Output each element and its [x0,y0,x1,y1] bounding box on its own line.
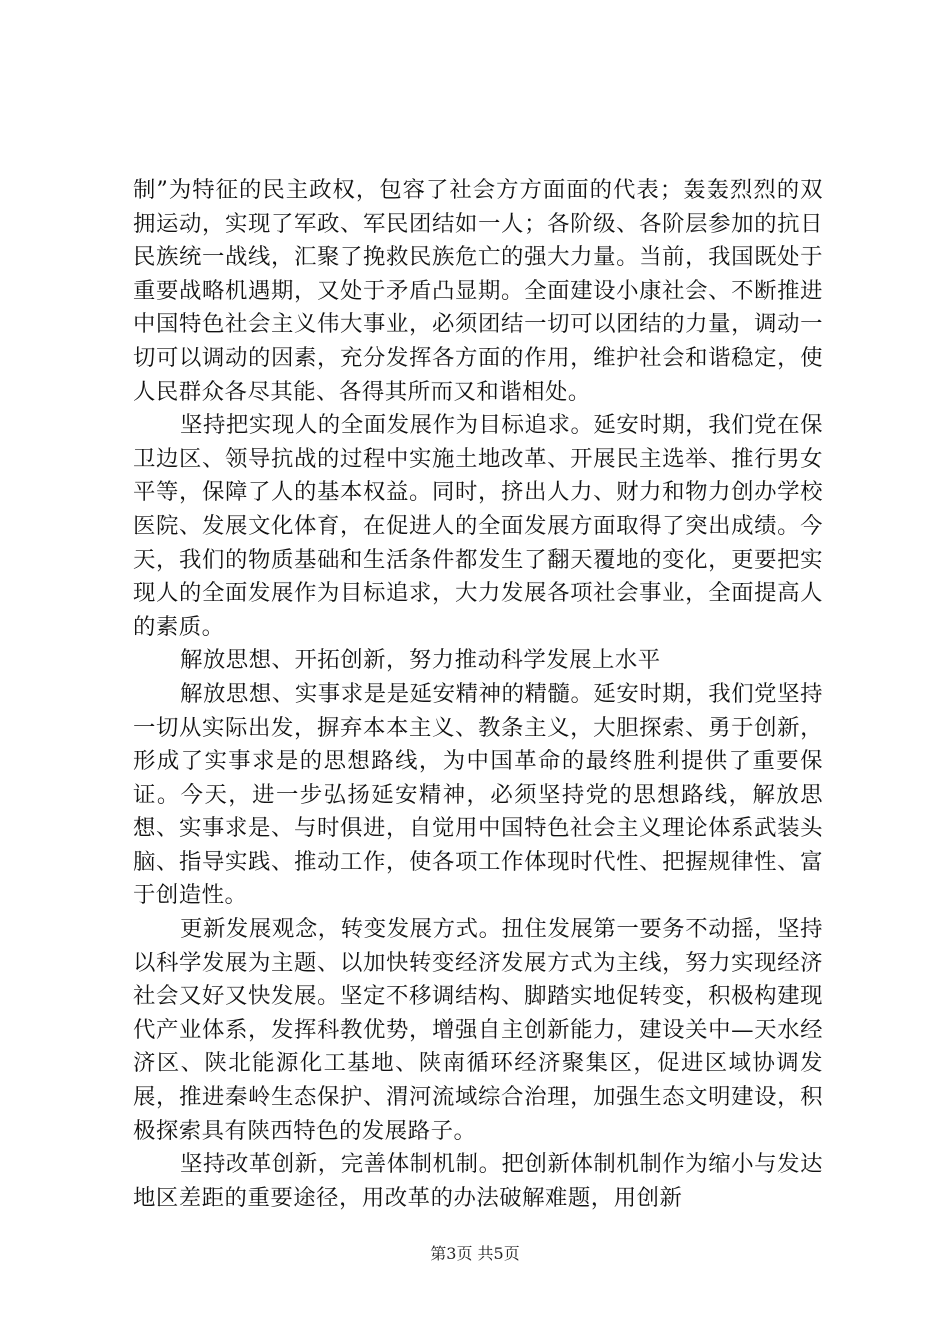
paragraph-2: 坚持把实现人的全面发展作为目标追求。延安时期，我们党在保卫边区、领导抗战的过程中实施土地改革、开展民主选举、推行男女平等，保障了人的基本权益。同时，挤出人力、财力和物力创办学校医院、发展文化体育，在促进人的全面发展方面取得了突出成绩。今天，我们的物质基础和生活条件都发生了翻天覆地的变化，更要把实现人的全面发展作为目标追求，大力发展各项社会事业，全面提高人的素质。 [133,412,823,640]
section-heading: 解放思想、开拓创新，努力推动科学发展上水平 [180,647,661,674]
paragraph-4: 更新发展观念，转变发展方式。扭住发展第一要务不动摇，坚持以科学发展为主题、以加快转变经济发展方式为主线，努力实现经济社会又好又快发展。坚定不移调结构、脚踏实地促转变，积极构建现代产业体系，发挥科教优势，增强自主创新能力，建设关中—天水经济区、陕北能源化工基地、陕南循环经济聚集区，促进区域协调发展，推进秦岭生态保护、渭河流域综合治理，加强生态文明建设，积极探索具有陕西特色的发展路子。 [133,916,823,1144]
paragraph-1: 制”为特征的民主政权，包容了社会方方面面的代表；轰轰烈烈的双拥运动，实现了军政、军民团结如一人；各阶级、各阶层参加的抗日民族统一战线，汇聚了挽救民族危亡的强大力量。当前，我国既处于重要战略机遇期，又处于矛盾凸显期。全面建设小康社会、不断推进中国特色社会主义伟大事业，必须团结一切可以团结的力量，调动一切可以调动的因素，充分发挥各方面的作用，维护社会和谐稳定，使人民群众各尽其能、各得其所而又和谐相处。 [133,177,823,405]
paragraph-3: 解放思想、实事求是是延安精神的精髓。延安时期，我们党坚持一切从实际出发，摒弃本本主义、教条主义，大胆探索、勇于创新，形成了实事求是的思想路线，为中国革命的最终胜利提供了重要保证。今天，进一步弘扬延安精神，必须坚持党的思想路线，解放思想、实事求是、与时俱进，自觉用中国特色社会主义理论体系武装头脑、指导实践、推动工作，使各项工作体现时代性、把握规律性、富于创造性。 [133,680,823,909]
document-body [133,174,823,1215]
page-footer [0,1244,950,1264]
page-number: 第3页 共5页 [430,1244,520,1263]
paragraph-5: 坚持改革创新，完善体制机制。把创新体制机制作为缩小与发达地区差距的重要途径，用改革的办法破解难题，用创新 [133,1151,823,1211]
